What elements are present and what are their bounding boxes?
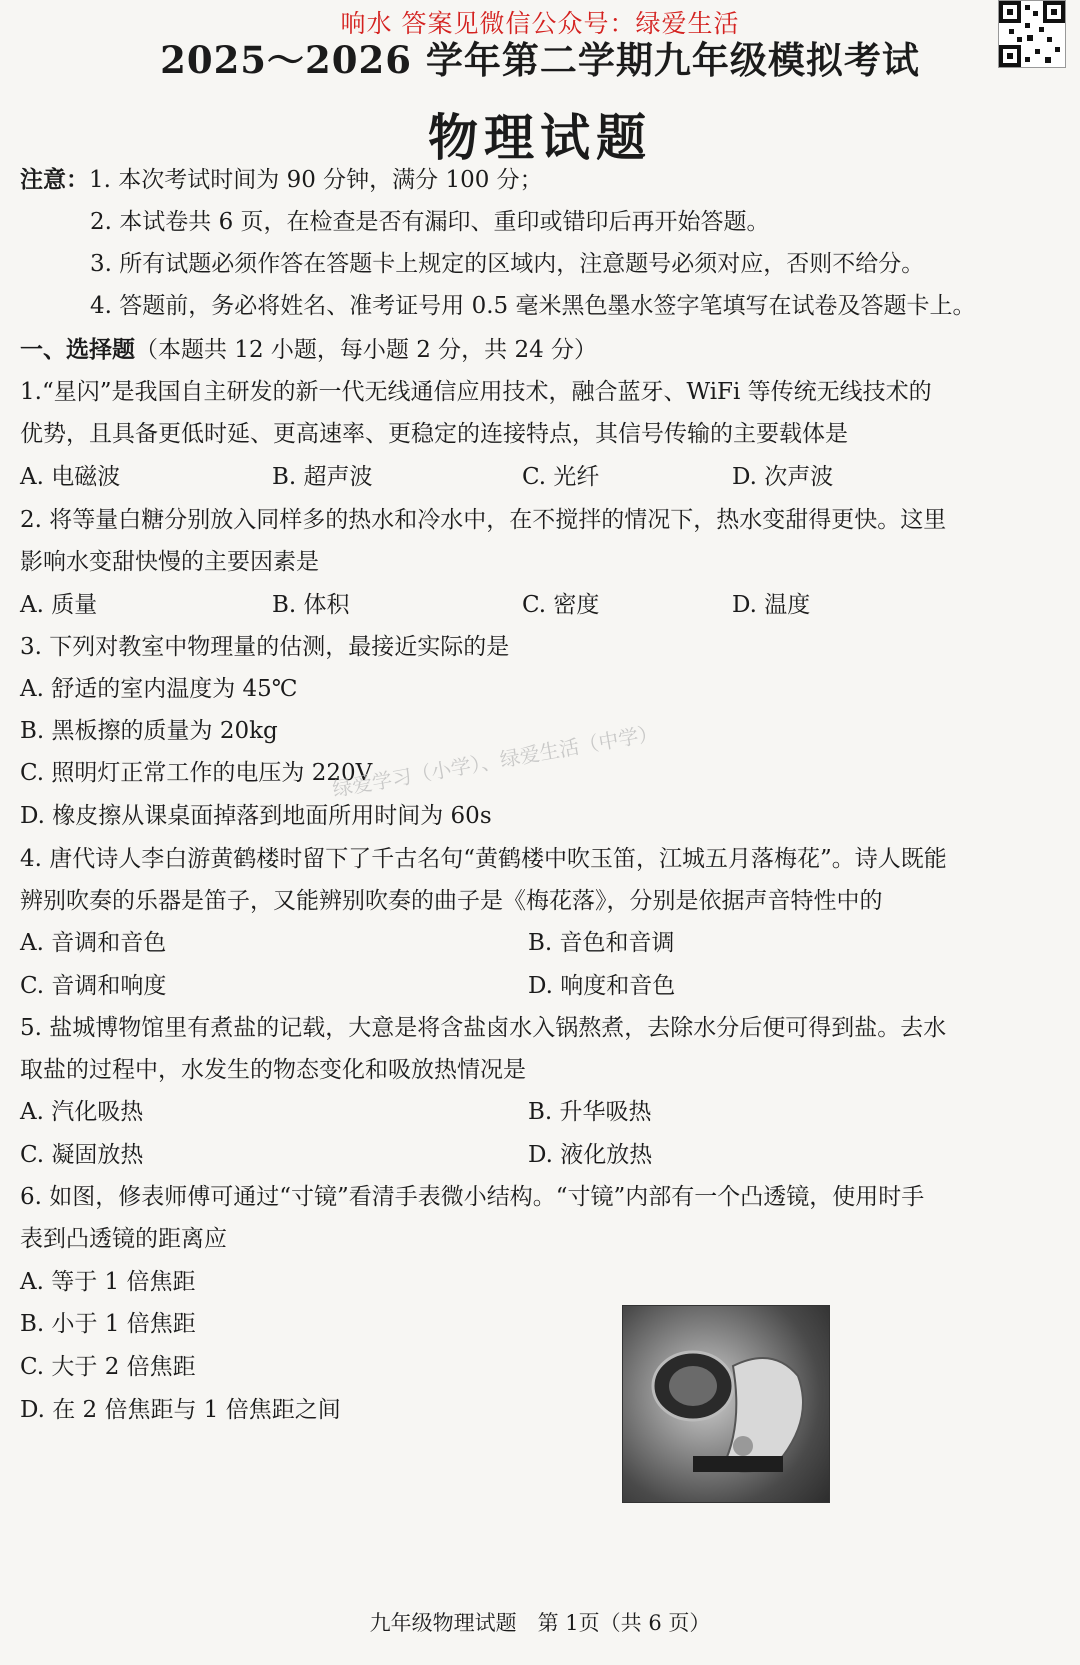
q6-option-b: B. 小于 1 倍焦距 [20, 1311, 196, 1337]
q5-option-d: D. 液化放热 [528, 1142, 653, 1168]
q5-option-c: C. 凝固放热 [20, 1142, 144, 1168]
q4-option-c: C. 音调和响度 [20, 973, 167, 999]
q3-option-c: C. 照明灯正常工作的电压为 220V [20, 760, 373, 786]
watchmaker-loupe-photo [622, 1305, 830, 1503]
q2-option-d: D. 温度 [732, 592, 811, 618]
section-desc: （本题共 12 小题，每小题 2 分，共 24 分） [135, 337, 598, 363]
notice-item: 3. 所有试题必须作答在答题卡上规定的区域内，注意题号必须对应，否则不给分。 [90, 251, 925, 277]
q1-option-b: B. 超声波 [272, 464, 373, 490]
q4-option-a: A. 音调和音色 [20, 930, 167, 956]
question-6-stem: 表到凸透镜的距离应 [20, 1226, 227, 1252]
exam-title: 2025～2026 学年第二学期九年级模拟考试 [160, 38, 920, 82]
question-5-stem: 5. 盐城博物馆里有煮盐的记载，大意是将含盐卤水入锅熬煮，去除水分后便可得到盐。去水 [20, 1015, 947, 1041]
subject-title: 物理试题 [428, 108, 652, 167]
page-footer: 九年级物理试题 第 1页（共 6 页） [369, 1611, 711, 1635]
q6-option-a: A. 等于 1 倍焦距 [20, 1269, 196, 1295]
wechat-banner: 响水 答案见微信公众号：绿爱生活 [340, 9, 740, 38]
watermark: 绿爱学习（小学）、绿爱生活（中学） [330, 720, 660, 802]
section-title: 一、选择题 [20, 336, 135, 363]
question-1-stem: 优势，且具备更低时延、更高速率、更稳定的连接特点，其信号传输的主要载体是 [20, 421, 848, 447]
question-4-stem: 辨别吹奏的乐器是笛子，又能辨别吹奏的曲子是《梅花落》，分别是依据声音特性中的 [20, 888, 883, 914]
q5-option-a: A. 汽化吸热 [20, 1099, 144, 1125]
q1-option-d: D. 次声波 [732, 464, 834, 490]
question-4-stem: 4. 唐代诗人李白游黄鹤楼时留下了千古名句“黄鹤楼中吹玉笛，江城五月落梅花”。诗人既能 [20, 846, 947, 872]
q4-option-d: D. 响度和音色 [528, 973, 676, 999]
q1-option-c: C. 光纤 [522, 464, 600, 490]
question-2-stem: 影响水变甜快慢的主要因素是 [20, 549, 319, 575]
q5-option-b: B. 升华吸热 [528, 1099, 652, 1125]
notice-item: 2. 本试卷共 6 页，在检查是否有漏印、重印或错印后再开始答题。 [90, 209, 770, 235]
q3-option-b: B. 黑板擦的质量为 20kg [20, 718, 278, 744]
q6-option-d: D. 在 2 倍焦距与 1 倍焦距之间 [20, 1397, 341, 1423]
notice-label: 注意： [20, 166, 89, 193]
q2-option-c: C. 密度 [522, 592, 600, 618]
q1-option-a: A. 电磁波 [20, 464, 121, 490]
notice-item: 4. 答题前，务必将姓名、准考证号用 0.5 毫米黑色墨水签字笔填写在试卷及答题卡上。 [90, 293, 976, 319]
section-heading [20, 333, 597, 367]
question-3-stem: 3. 下列对教室中物理量的估测，最接近实际的是 [20, 634, 510, 660]
notice-item: 1. 本次考试时间为 90 分钟，满分 100 分； [89, 167, 543, 193]
question-5-stem: 取盐的过程中，水发生的物态变化和吸放热情况是 [20, 1057, 526, 1083]
q2-option-a: A. 质量 [20, 592, 98, 618]
q4-option-b: B. 音色和音调 [528, 930, 675, 956]
notice-line-1 [20, 163, 543, 197]
q3-option-a: A. 舒适的室内温度为 45℃ [20, 676, 298, 702]
question-1-stem: 1.“星闪”是我国自主研发的新一代无线通信应用技术，融合蓝牙、WiFi 等传统无线技术的 [20, 379, 932, 405]
question-2-stem: 2. 将等量白糖分别放入同样多的热水和冷水中，在不搅拌的情况下，热水变甜得更快。这里 [20, 507, 947, 533]
q6-option-c: C. 大于 2 倍焦距 [20, 1354, 196, 1380]
q3-option-d: D. 橡皮擦从课桌面掉落到地面所用时间为 60s [20, 803, 492, 829]
question-6-stem: 6. 如图，修表师傅可通过“寸镜”看清手表微小结构。“寸镜”内部有一个凸透镜，使用时手 [20, 1184, 925, 1210]
q2-option-b: B. 体积 [272, 592, 350, 618]
